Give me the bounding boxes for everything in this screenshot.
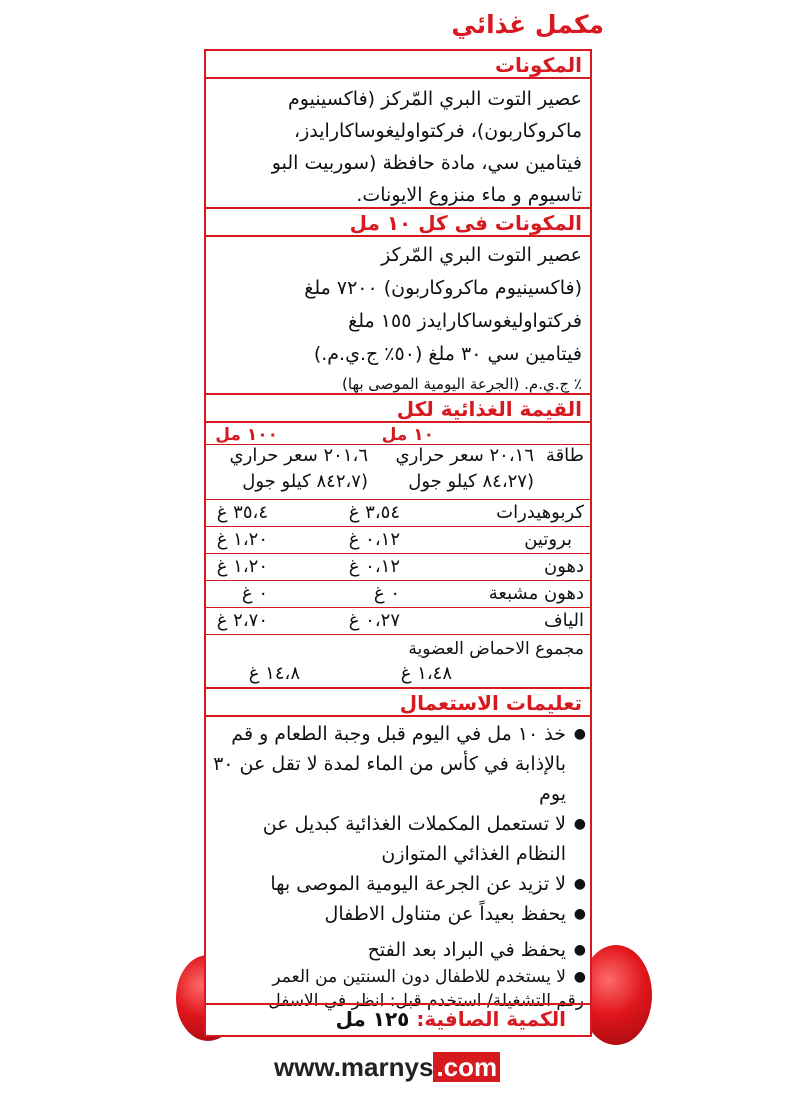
batch-note: رقم التشغيلة/ استخدم قبل: انظر في الاسفل [268,991,584,1011]
label-panel [204,49,592,1037]
col-header-100ml: ١٠٠ مل [215,425,278,445]
nutrient-label: كربوهيدرات [496,502,584,523]
instructions-header: تعليمات الاستعمال [206,687,590,717]
col-header-10ml: ١٠ مل [381,425,434,445]
energy-100-kcal: ٢٠١،٦ سعر حراري [229,445,368,466]
per10ml-line: (فاكسينيوم ماكروكاربون) ٧٢٠٠ ملغ [304,277,582,299]
ingredients-line: ماكروكاربون)، فركتواوليغوساكارايدز، [293,120,582,142]
nutrient-value-100: ٢،٧٠ غ [216,610,268,631]
nutrition-header: القيمة الغذائية لكل [206,393,590,423]
nutrient-value-10: ٠،١٢ غ [348,529,400,550]
ingredients-line: عصير التوت البري المّركز (فاكسينيوم [288,88,582,110]
website-tld: .com [433,1052,500,1082]
nutrient-value-100: ١،٢٠ غ [216,529,268,550]
organic-acids-value-100: ١٤،٨ غ [248,663,300,684]
per10ml-section [206,207,590,395]
per10ml-note: ٪ ج.ي.م. (الجرعة اليومية الموصى بها) [342,375,582,393]
energy-label: طاقة [545,445,584,466]
website-main: www.marnys [274,1052,434,1082]
nutrition-section [206,393,590,689]
energy-10-kcal: ٢٠،١٦ سعر حراري [395,445,534,466]
nutrition-row [206,608,590,635]
nutrient-value-10: ٠،٢٧ غ [348,610,400,631]
nutrient-label: الياف [543,610,584,631]
instruction-item: ● لا يستخدم للاطفال دون السنتين من العمر [206,965,590,989]
ingredients-line: تاسيوم و ماء منزوع الايونات. [356,184,582,206]
ingredients-header: المكونات [206,51,590,79]
nutrient-label: بروتين [524,529,572,550]
nutrition-row [206,581,590,608]
ingredients-section [206,51,590,211]
instruction-item: ● يحفظ في البراد بعد الفتح [206,935,590,965]
per10ml-line: عصير التوت البري المّركز [381,244,582,266]
nutrient-value-100: ١،٢٠ غ [216,556,268,577]
nutrient-label: دهون [543,556,584,577]
organic-acids-value-10: ١،٤٨ غ [400,663,452,684]
nutrient-label: دهون مشبعة [488,583,584,604]
nutrient-value-100: ٣٥،٤ غ [216,502,268,523]
instruction-item: ● خذ ١٠ مل في اليوم قبل وجبة الطعام و قم بالإذابة في كأس من الماء لمدة لا تقل عن ٣٠ يوم [206,719,590,809]
net-quantity-value: ١٢٥ مل [335,1007,410,1031]
instructions-section [206,687,590,1011]
instruction-item: ● يحفظ بعيداً عن متناول الاطفال [206,899,590,929]
nutrition-row [206,554,590,581]
per10ml-line: فيتامين سي ٣٠ ملغ (٥٠٪ ج.ي.م.) [313,343,582,365]
energy-100-kj: (٨٤٢،٧ كيلو جول [242,471,368,492]
nutrient-value-10: ٣،٥٤ غ [348,502,400,523]
nutrition-row [206,500,590,527]
nutrient-value-10: ٠ غ [373,583,400,604]
net-quantity [206,1003,590,1035]
nutrient-value-100: ٠ غ [241,583,268,604]
per10ml-header: المكونات فى كل ١٠ مل [206,207,590,237]
per10ml-line: فركتواوليغوساكارايدز ١٥٥ ملغ [348,310,582,332]
ingredients-line: فيتامين سي، مادة حافظة (سوربيت البو [271,152,582,174]
organic-acids-label: مجموع الاحماض العضوية [408,639,584,659]
instruction-item: ● لا تزيد عن الجرعة اليومية الموصى بها [206,869,590,899]
nutrition-row [206,527,590,554]
instruction-item: ● لا تستعمل المكملات الغذائية كبديل عن النظام الغذائي المتوازن [206,809,590,869]
page-title: مكمل غذائي [451,10,604,39]
energy-10-kj: (٨٤،٢٧ كيلو جول [408,471,534,492]
net-quantity-label: الكمية الصافية: [416,1007,566,1031]
website-link[interactable] [274,1052,500,1083]
nutrient-value-10: ٠،١٢ غ [348,556,400,577]
